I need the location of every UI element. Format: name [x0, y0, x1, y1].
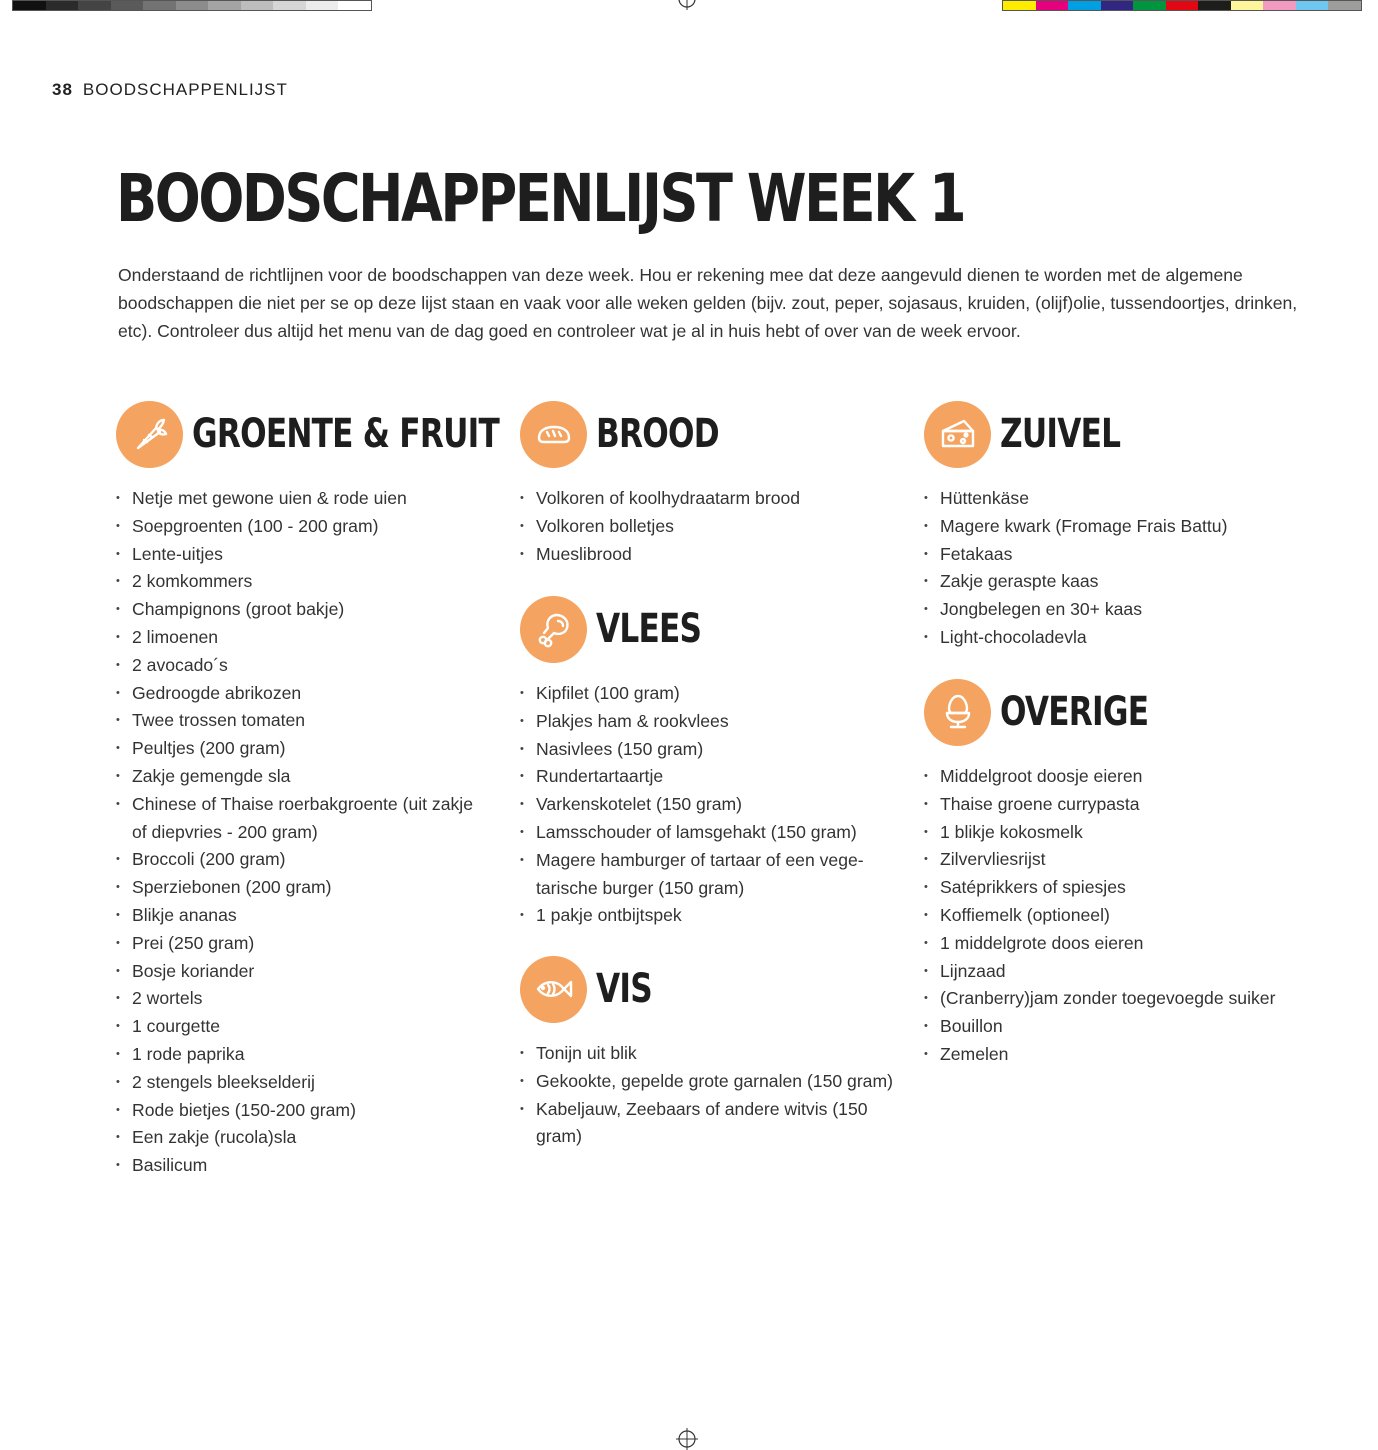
section-groente-fruit	[116, 400, 499, 1180]
list-item: • Champignons (groot bakje)	[116, 596, 486, 624]
section-title: BROOD	[596, 411, 719, 457]
list-item: • Lente-uitjes	[116, 541, 486, 569]
color-swatch	[1328, 1, 1361, 10]
list-item: • Volkoren of koolhydraatarm brood	[520, 485, 900, 513]
list-item: • Light-chocoladevla	[924, 624, 1284, 652]
item-list	[520, 1040, 900, 1151]
section-title: VLEES	[596, 606, 702, 652]
color-swatch	[78, 1, 111, 10]
registration-mark-icon	[676, 0, 698, 10]
running-head	[52, 80, 288, 100]
list-item: • Lamsschouder of lamsgehakt (150 gram)	[520, 819, 900, 847]
section-title: ZUIVEL	[1000, 411, 1121, 457]
list-item: • Plakjes ham & rookvlees	[520, 708, 900, 736]
color-swatch	[208, 1, 241, 10]
section-brood	[520, 400, 900, 568]
gray-color-bar	[12, 0, 372, 11]
list-item: • Twee trossen tomaten	[116, 707, 486, 735]
color-swatch	[241, 1, 274, 10]
color-swatch	[1231, 1, 1264, 10]
color-swatch	[273, 1, 306, 10]
list-item: • Gekookte, gepelde grote garnalen (150 gram)	[520, 1068, 900, 1096]
item-list	[520, 680, 900, 930]
list-item: • Nasivlees (150 gram)	[520, 736, 900, 764]
list-item: • Kabeljauw, Zeebaars of andere witvis (150 gram)	[520, 1096, 900, 1152]
page-number: 38	[52, 80, 73, 99]
color-swatch	[1166, 1, 1199, 10]
item-list	[520, 485, 900, 568]
list-item: • Lijnzaad	[924, 958, 1284, 986]
list-item: • Bosje koriander	[116, 958, 486, 986]
color-swatch	[1068, 1, 1101, 10]
list-item: • Zemelen	[924, 1041, 1284, 1069]
list-item: • Kipfilet (100 gram)	[520, 680, 900, 708]
list-item: • Magere kwark (Fromage Frais Battu)	[924, 513, 1284, 541]
list-item: • Broccoli (200 gram)	[116, 846, 486, 874]
list-item: • Volkoren bolletjes	[520, 513, 900, 541]
list-item: • 2 wortels	[116, 985, 486, 1013]
list-item: • Netje met gewone uien & rode uien	[116, 485, 486, 513]
cheese-icon	[924, 401, 991, 468]
list-item: • Blikje ananas	[116, 902, 486, 930]
list-item: • Magere hamburger of tartaar of een vege-tarische burger (150 gram)	[520, 847, 900, 903]
list-item: • Middelgroot doosje eieren	[924, 763, 1284, 791]
egg-cup-icon	[924, 679, 991, 746]
list-item: • 2 avocado´s	[116, 652, 486, 680]
color-swatch	[338, 1, 371, 10]
item-list	[116, 485, 486, 1180]
section-vlees	[520, 595, 900, 930]
process-color-bar	[1002, 0, 1362, 11]
list-item: • 1 courgette	[116, 1013, 486, 1041]
color-swatch	[143, 1, 176, 10]
list-item: • (Cranberry)jam zonder toegevoegde suiker	[924, 985, 1284, 1013]
color-swatch	[111, 1, 144, 10]
section-title: OVERIGE	[1000, 689, 1149, 735]
list-item: • Tonijn uit blik	[520, 1040, 900, 1068]
color-swatch	[1101, 1, 1134, 10]
list-item: • Thaise groene currypasta	[924, 791, 1284, 819]
list-item: • 2 limoenen	[116, 624, 486, 652]
color-swatch	[306, 1, 339, 10]
list-item: • Gedroogde abrikozen	[116, 680, 486, 708]
section-header	[116, 400, 499, 468]
section-header	[520, 595, 900, 663]
color-swatch	[1133, 1, 1166, 10]
color-swatch	[46, 1, 79, 10]
section-header	[520, 400, 900, 468]
list-item: • Basilicum	[116, 1152, 486, 1180]
color-swatch	[13, 1, 46, 10]
list-item: • Jongbelegen en 30+ kaas	[924, 596, 1284, 624]
list-item: • Peultjes (200 gram)	[116, 735, 486, 763]
list-item: • 1 blikje kokosmelk	[924, 819, 1284, 847]
list-item: • Satéprikkers of spiesjes	[924, 874, 1284, 902]
list-item: • 1 middelgrote doos eieren	[924, 930, 1284, 958]
color-swatch	[1003, 1, 1036, 10]
registration-mark-icon	[676, 1428, 698, 1450]
color-swatch	[1263, 1, 1296, 10]
list-item: • Prei (250 gram)	[116, 930, 486, 958]
list-item: • 2 komkommers	[116, 568, 486, 596]
intro-paragraph: Onderstaand de richtlijnen voor de boodschappen van deze week. Hou er rekening mee dat deze aangevuld dienen te worden met de algemene boodschappen die niet per se op deze lijst staan en vaak voor alle weken gelden (bijv. zout, peper, sojasaus, kruiden, (olijf)olie, tussendoortjes, drinken, etc). Controleer dus altijd het menu van de dag goed en controleer wat je al in huis hebt of over van de week ervoor.	[118, 265, 1298, 341]
drumstick-icon	[520, 596, 587, 663]
section-title: GROENTE & FRUIT	[192, 411, 499, 457]
section-vis	[520, 955, 900, 1151]
list-item: • Bouillon	[924, 1013, 1284, 1041]
bread-icon	[520, 401, 587, 468]
fish-icon	[520, 956, 587, 1023]
color-swatch	[1198, 1, 1231, 10]
item-list	[924, 763, 1284, 1069]
list-item: • Fetakaas	[924, 541, 1284, 569]
item-list	[924, 485, 1284, 652]
running-title: BOODSCHAPPENLIJST	[82, 80, 288, 99]
list-item: • Een zakje (rucola)sla	[116, 1124, 486, 1152]
section-header	[520, 955, 900, 1023]
section-header	[924, 400, 1284, 468]
section-overige	[924, 678, 1284, 1069]
list-item: • Sperziebonen (200 gram)	[116, 874, 486, 902]
list-item: • 2 stengels bleekselderij	[116, 1069, 486, 1097]
list-item: • 1 rode paprika	[116, 1041, 486, 1069]
section-zuivel	[924, 400, 1284, 652]
list-item: • Varkenskotelet (150 gram)	[520, 791, 900, 819]
list-item: • Zilvervliesrijst	[924, 846, 1284, 874]
list-item: • 1 pakje ontbijtspek	[520, 902, 900, 930]
color-swatch	[1296, 1, 1329, 10]
list-item: • Soepgroenten (100 - 200 gram)	[116, 513, 486, 541]
list-item: • Zakje gemengde sla	[116, 763, 486, 791]
list-item: • Zakje geraspte kaas	[924, 568, 1284, 596]
list-item: • Chinese of Thaise roerbakgroente (uit zakje of diepvries - 200 gram)	[116, 791, 486, 847]
color-swatch	[176, 1, 209, 10]
list-item: • Rundertartaartje	[520, 763, 900, 791]
color-swatch	[1036, 1, 1069, 10]
section-title: VIS	[596, 966, 652, 1012]
page-title: BOODSCHAPPENLIJST WEEK 1	[116, 160, 965, 237]
carrot-icon	[116, 401, 183, 468]
section-header	[924, 678, 1284, 746]
list-item: • Mueslibrood	[520, 541, 900, 569]
list-item: • Rode bietjes (150-200 gram)	[116, 1097, 486, 1125]
list-item: • Koffiemelk (optioneel)	[924, 902, 1284, 930]
list-item: • Hüttenkäse	[924, 485, 1284, 513]
